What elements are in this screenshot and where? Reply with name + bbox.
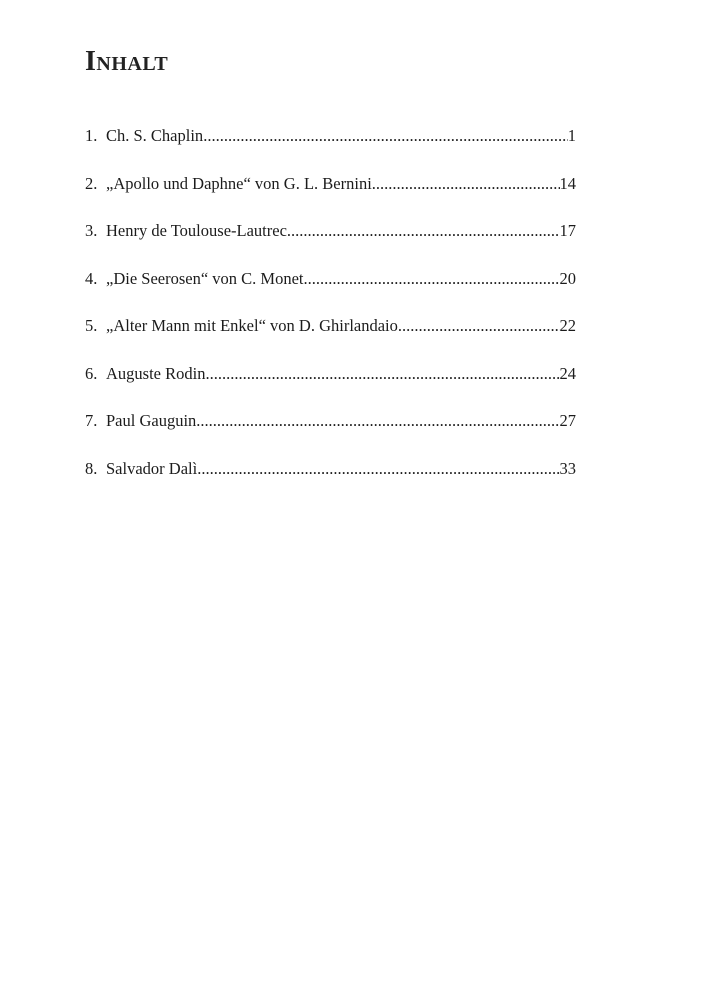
toc-entry [85, 457, 576, 481]
toc-entry [85, 314, 576, 338]
toc-entry-number: 3. [85, 221, 98, 240]
toc-entry-page: 24 [559, 363, 576, 383]
toc-entry-page: 33 [559, 458, 576, 478]
toc-entry-title: Paul Gauguin [106, 411, 197, 430]
toc-entry [85, 219, 576, 243]
toc-entry-number: 1. [85, 126, 98, 145]
toc-entry [85, 267, 576, 291]
toc-entry [85, 124, 576, 148]
toc-entry-page: 17 [559, 221, 576, 240]
toc-entry-number: 6. [85, 363, 98, 383]
toc-entry [85, 362, 576, 386]
toc-entry-page: 27 [559, 411, 576, 430]
toc-entry-title: „Die Seerosen“ von C. Monet [106, 268, 304, 288]
toc-entry [85, 409, 576, 433]
toc-leader-dots [304, 267, 560, 291]
toc-entry-title: Auguste Rodin [106, 363, 206, 383]
table-of-contents [85, 124, 576, 504]
toc-entry-title: Henry de Toulouse-Lautrec [106, 221, 287, 240]
toc-entry-title: „Apollo und Daphne“ von G. L. Bernini [106, 173, 372, 193]
toc-leader-dots [203, 124, 568, 148]
toc-entry-title: Ch. S. Chaplin [106, 126, 204, 145]
toc-entry-page: 1 [567, 126, 576, 145]
page-title: Inhalt [85, 46, 169, 77]
toc-leader-dots [196, 409, 559, 433]
toc-leader-dots [197, 457, 559, 481]
toc-leader-dots [205, 362, 559, 386]
toc-entry-number: 5. [85, 316, 98, 335]
toc-leader-dots [398, 314, 560, 338]
toc-entry-page: 20 [559, 268, 576, 288]
toc-entry-number: 8. [85, 458, 98, 478]
toc-entry-number: 2. [85, 173, 98, 193]
toc-leader-dots [372, 172, 560, 196]
toc-entry-number: 4. [85, 268, 98, 288]
toc-entry [85, 172, 576, 196]
toc-entry-page: 14 [559, 173, 576, 193]
toc-entry-page: 22 [559, 316, 576, 335]
toc-entry-title: Salvador Dalì [106, 458, 198, 478]
toc-leader-dots [287, 219, 560, 243]
toc-entry-title: „Alter Mann mit Enkel“ von D. Ghirlandaio [106, 316, 398, 335]
toc-entry-number: 7. [85, 411, 98, 430]
